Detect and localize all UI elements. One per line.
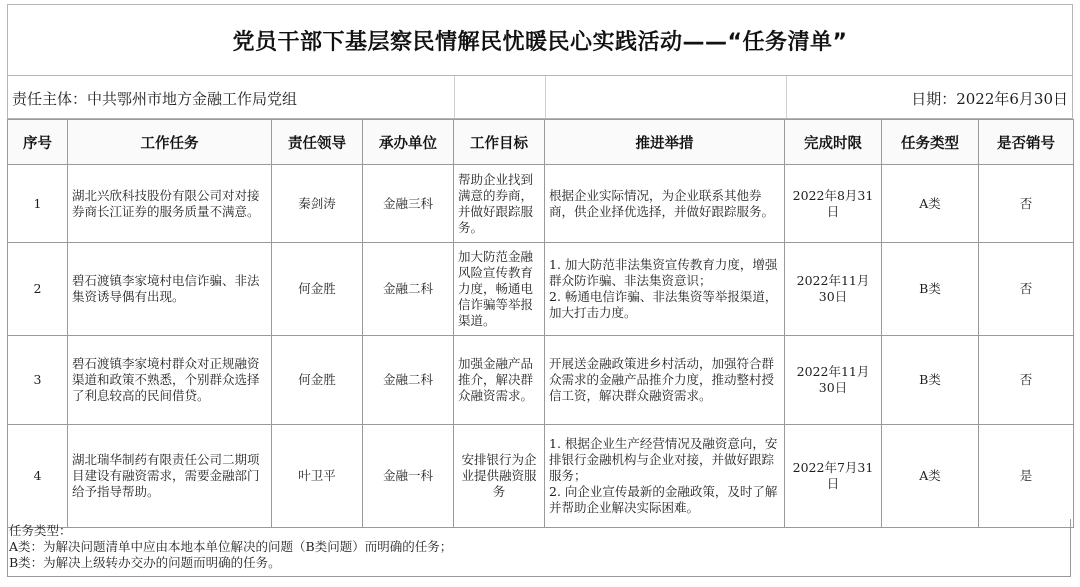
cell-measure: 开展送金融政策进乡村活动，加强符合群众需求的金融产品推介力度，推动整村授信工资，解决群众融资需求。 [545, 336, 785, 425]
cell-closed: 否 [979, 243, 1074, 336]
info-divider [786, 76, 787, 118]
cell-leader: 何金胜 [272, 336, 363, 425]
task-list-sheet [7, 0, 1073, 587]
cell-task: 湖北兴欣科技股份有限公司对对接券商长江证券的服务质量不满意。 [68, 165, 272, 243]
cell-index: 1 [8, 165, 68, 243]
cell-deadline: 2022年11月30日 [785, 336, 882, 425]
notes-type-b: B类：为解决上级转办交办的问题而明确的任务。 [9, 555, 281, 570]
cell-leader: 何金胜 [272, 243, 363, 336]
cell-task: 碧石渡镇李家境村电信诈骗、非法集资诱导偶有出现。 [68, 243, 272, 336]
header-measure: 推进举措 [545, 120, 785, 165]
cell-task: 碧石渡镇李家境村群众对正规融资渠道和政策不熟悉，个别群众选择了利息较高的民间借贷。 [68, 336, 272, 425]
cell-type: A类 [882, 425, 979, 528]
table-row [8, 336, 1074, 425]
header-goal: 工作目标 [454, 120, 545, 165]
cell-goal: 加强金融产品推介，解决群众融资需求。 [454, 336, 545, 425]
cell-type: B类 [882, 243, 979, 336]
cell-unit: 金融一科 [363, 425, 454, 528]
table-row [8, 425, 1074, 528]
cell-unit: 金融二科 [363, 336, 454, 425]
header-index: 序号 [8, 120, 68, 165]
notes-heading: 任务类型： [9, 523, 72, 538]
cell-index: 4 [8, 425, 68, 528]
cell-closed: 是 [979, 425, 1074, 528]
cell-deadline: 2022年11月30日 [785, 243, 882, 336]
cell-goal: 安排银行为企业提供融资服务 [454, 425, 545, 528]
table-row [8, 165, 1074, 243]
document-title: 党员干部下基层察民情解民忧暖民心实践活动——“任务清单” [7, 4, 1073, 76]
cell-index: 3 [8, 336, 68, 425]
cell-measure: 根据企业实际情况，为企业联系其他券商，供企业择优选择，并做好跟踪服务。 [545, 165, 785, 243]
header-type: 任务类型 [882, 120, 979, 165]
header-closed: 是否销号 [979, 120, 1074, 165]
header-unit: 承办单位 [363, 120, 454, 165]
cell-leader: 秦剑涛 [272, 165, 363, 243]
cell-task: 湖北瑞华制药有限责任公司二期项目建设有融资需求，需要金融部门给予指导帮助。 [68, 425, 272, 528]
task-table [7, 119, 1074, 528]
task-type-notes [7, 519, 1071, 577]
cell-unit: 金融二科 [363, 243, 454, 336]
cell-goal: 帮助企业找到满意的券商，并做好跟踪服务。 [454, 165, 545, 243]
cell-measure: 1. 根据企业生产经营情况及融资意向，安排银行金融机构与企业对接，并做好跟踪服务； 2. 向企业宣传最新的金融政策，及时了解并帮助企业解决实际困难。 [545, 425, 785, 528]
cell-goal: 加大防范金融风险宣传教育力度，畅通电信诈骗等举报渠道。 [454, 243, 545, 336]
cell-deadline: 2022年7月31日 [785, 425, 882, 528]
cell-unit: 金融三科 [363, 165, 454, 243]
cell-type: A类 [882, 165, 979, 243]
header-deadline: 完成时限 [785, 120, 882, 165]
cell-measure: 1. 加大防范非法集资宣传教育力度，增强群众防诈骗、非法集资意识； 2. 畅通电信诈骗、非法集资等举报渠道，加大打击力度。 [545, 243, 785, 336]
info-divider [454, 76, 455, 118]
notes-type-a: A类：为解决问题清单中应由本地本单位解决的问题（B类问题）而明确的任务； [9, 539, 453, 554]
cell-closed: 否 [979, 165, 1074, 243]
document-date: 日期：2022年6月30日 [911, 90, 1068, 108]
header-leader: 责任领导 [272, 120, 363, 165]
table-header-row [8, 120, 1074, 165]
cell-type: B类 [882, 336, 979, 425]
header-task: 工作任务 [68, 120, 272, 165]
cell-deadline: 2022年8月31日 [785, 165, 882, 243]
cell-leader: 叶卫平 [272, 425, 363, 528]
cell-index: 2 [8, 243, 68, 336]
info-row [7, 76, 1073, 119]
responsible-party: 责任主体：中共鄂州市地方金融工作局党组 [12, 90, 298, 108]
info-divider [545, 76, 546, 118]
cell-closed: 否 [979, 336, 1074, 425]
table-row [8, 243, 1074, 336]
